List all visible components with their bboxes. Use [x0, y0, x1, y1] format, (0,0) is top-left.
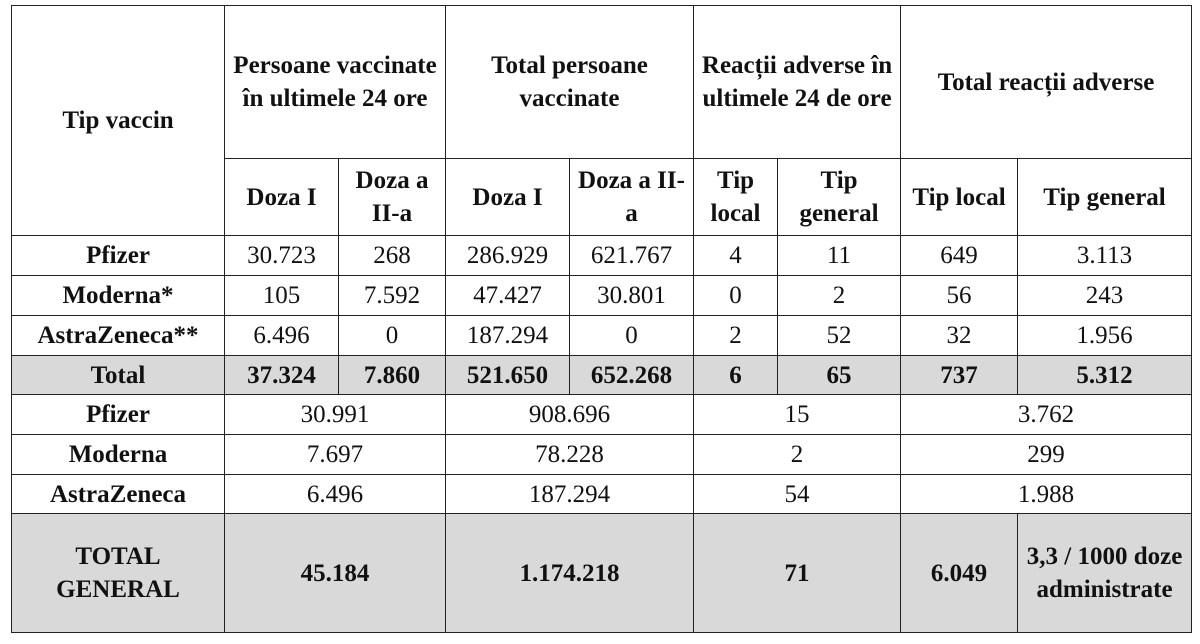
- grand-total-row: [12, 514, 1192, 633]
- table-cell: 65: [778, 356, 901, 395]
- total-row: [12, 356, 1192, 395]
- subheader-cell: Doza I: [225, 159, 339, 236]
- header-total-reactions: Total reacții adverse: [901, 6, 1192, 159]
- table-cell: 30.801: [570, 276, 694, 316]
- table-cell: 30.991: [225, 395, 446, 435]
- summary-row: [12, 435, 1192, 475]
- table-cell: 7.592: [339, 276, 446, 316]
- table-cell: 32: [901, 316, 1018, 356]
- table-cell: 6.496: [225, 475, 446, 514]
- header-total-vaccinated: Total persoane vaccinate: [446, 6, 694, 159]
- table-row: [12, 236, 1192, 276]
- subheader-cell: Doza a II-a: [570, 159, 694, 236]
- subheader-cell: Tip local: [694, 159, 778, 236]
- row-label: Pfizer: [12, 395, 225, 435]
- table-cell: 7.860: [339, 356, 446, 395]
- table-cell: 268: [339, 236, 446, 276]
- table-cell: 6.496: [225, 316, 339, 356]
- header-reactions-24h: Reacții adverse în ultimele 24 de ore: [694, 6, 901, 159]
- table-cell: 187.294: [446, 316, 570, 356]
- table-cell: 908.696: [446, 395, 694, 435]
- table-cell: 521.650: [446, 356, 570, 395]
- table-cell: 2: [778, 276, 901, 316]
- grand-total-vaccinated-24h: 45.184: [225, 514, 446, 633]
- row-label: Total: [12, 356, 225, 395]
- table-cell: 3.113: [1018, 236, 1192, 276]
- table-cell: 15: [694, 395, 901, 435]
- table-cell: 78.228: [446, 435, 694, 475]
- table-cell: 2: [694, 435, 901, 475]
- table-cell: 621.767: [570, 236, 694, 276]
- summary-row: [12, 395, 1192, 435]
- row-label: Moderna: [12, 435, 225, 475]
- row-label: Pfizer: [12, 236, 225, 276]
- table-cell: 0: [570, 316, 694, 356]
- table-cell: 47.427: [446, 276, 570, 316]
- header-row-groups: [12, 6, 1192, 159]
- grand-total-label: TOTAL GENERAL: [12, 514, 225, 633]
- table-cell: 3.762: [901, 395, 1192, 435]
- row-label: AstraZeneca**: [12, 316, 225, 356]
- subheader-cell: Doza I: [446, 159, 570, 236]
- table-cell: 243: [1018, 276, 1192, 316]
- table-cell: 1.988: [901, 475, 1192, 514]
- subheader-cell: Tip local: [901, 159, 1018, 236]
- table-cell: 54: [694, 475, 901, 514]
- table-cell: 4: [694, 236, 778, 276]
- table-cell: 1.956: [1018, 316, 1192, 356]
- header-vaccinated-24h: Persoane vaccinate în ultimele 24 ore: [225, 6, 446, 159]
- table-cell: 30.723: [225, 236, 339, 276]
- table-cell: 56: [901, 276, 1018, 316]
- table-cell: 2: [694, 316, 778, 356]
- grand-total-rate: 3,3 / 1000 doze administrate: [1018, 514, 1192, 633]
- table-cell: 649: [901, 236, 1018, 276]
- subheader-cell: Tip general: [1018, 159, 1192, 236]
- table-cell: 0: [694, 276, 778, 316]
- row-label: AstraZeneca: [12, 475, 225, 514]
- grand-total-vaccinated: 1.174.218: [446, 514, 694, 633]
- vaccination-table: [11, 5, 1192, 633]
- summary-row: [12, 475, 1192, 514]
- table-cell: 187.294: [446, 475, 694, 514]
- table-cell: 7.697: [225, 435, 446, 475]
- table-cell: 0: [339, 316, 446, 356]
- table-cell: 5.312: [1018, 356, 1192, 395]
- table-cell: 652.268: [570, 356, 694, 395]
- table-cell: 52: [778, 316, 901, 356]
- table-cell: 299: [901, 435, 1192, 475]
- subheader-cell: Doza a II-a: [339, 159, 446, 236]
- header-tip-vaccin: Tip vaccin: [12, 6, 225, 236]
- grand-total-reactions: 6.049: [901, 514, 1018, 633]
- grand-total-reactions-24h: 71: [694, 514, 901, 633]
- row-label: Moderna*: [12, 276, 225, 316]
- table-cell: 286.929: [446, 236, 570, 276]
- table-row: [12, 276, 1192, 316]
- table-row: [12, 316, 1192, 356]
- table-cell: 6: [694, 356, 778, 395]
- table-cell: 737: [901, 356, 1018, 395]
- table-cell: 11: [778, 236, 901, 276]
- table-cell: 105: [225, 276, 339, 316]
- table-cell: 37.324: [225, 356, 339, 395]
- subheader-cell: Tip general: [778, 159, 901, 236]
